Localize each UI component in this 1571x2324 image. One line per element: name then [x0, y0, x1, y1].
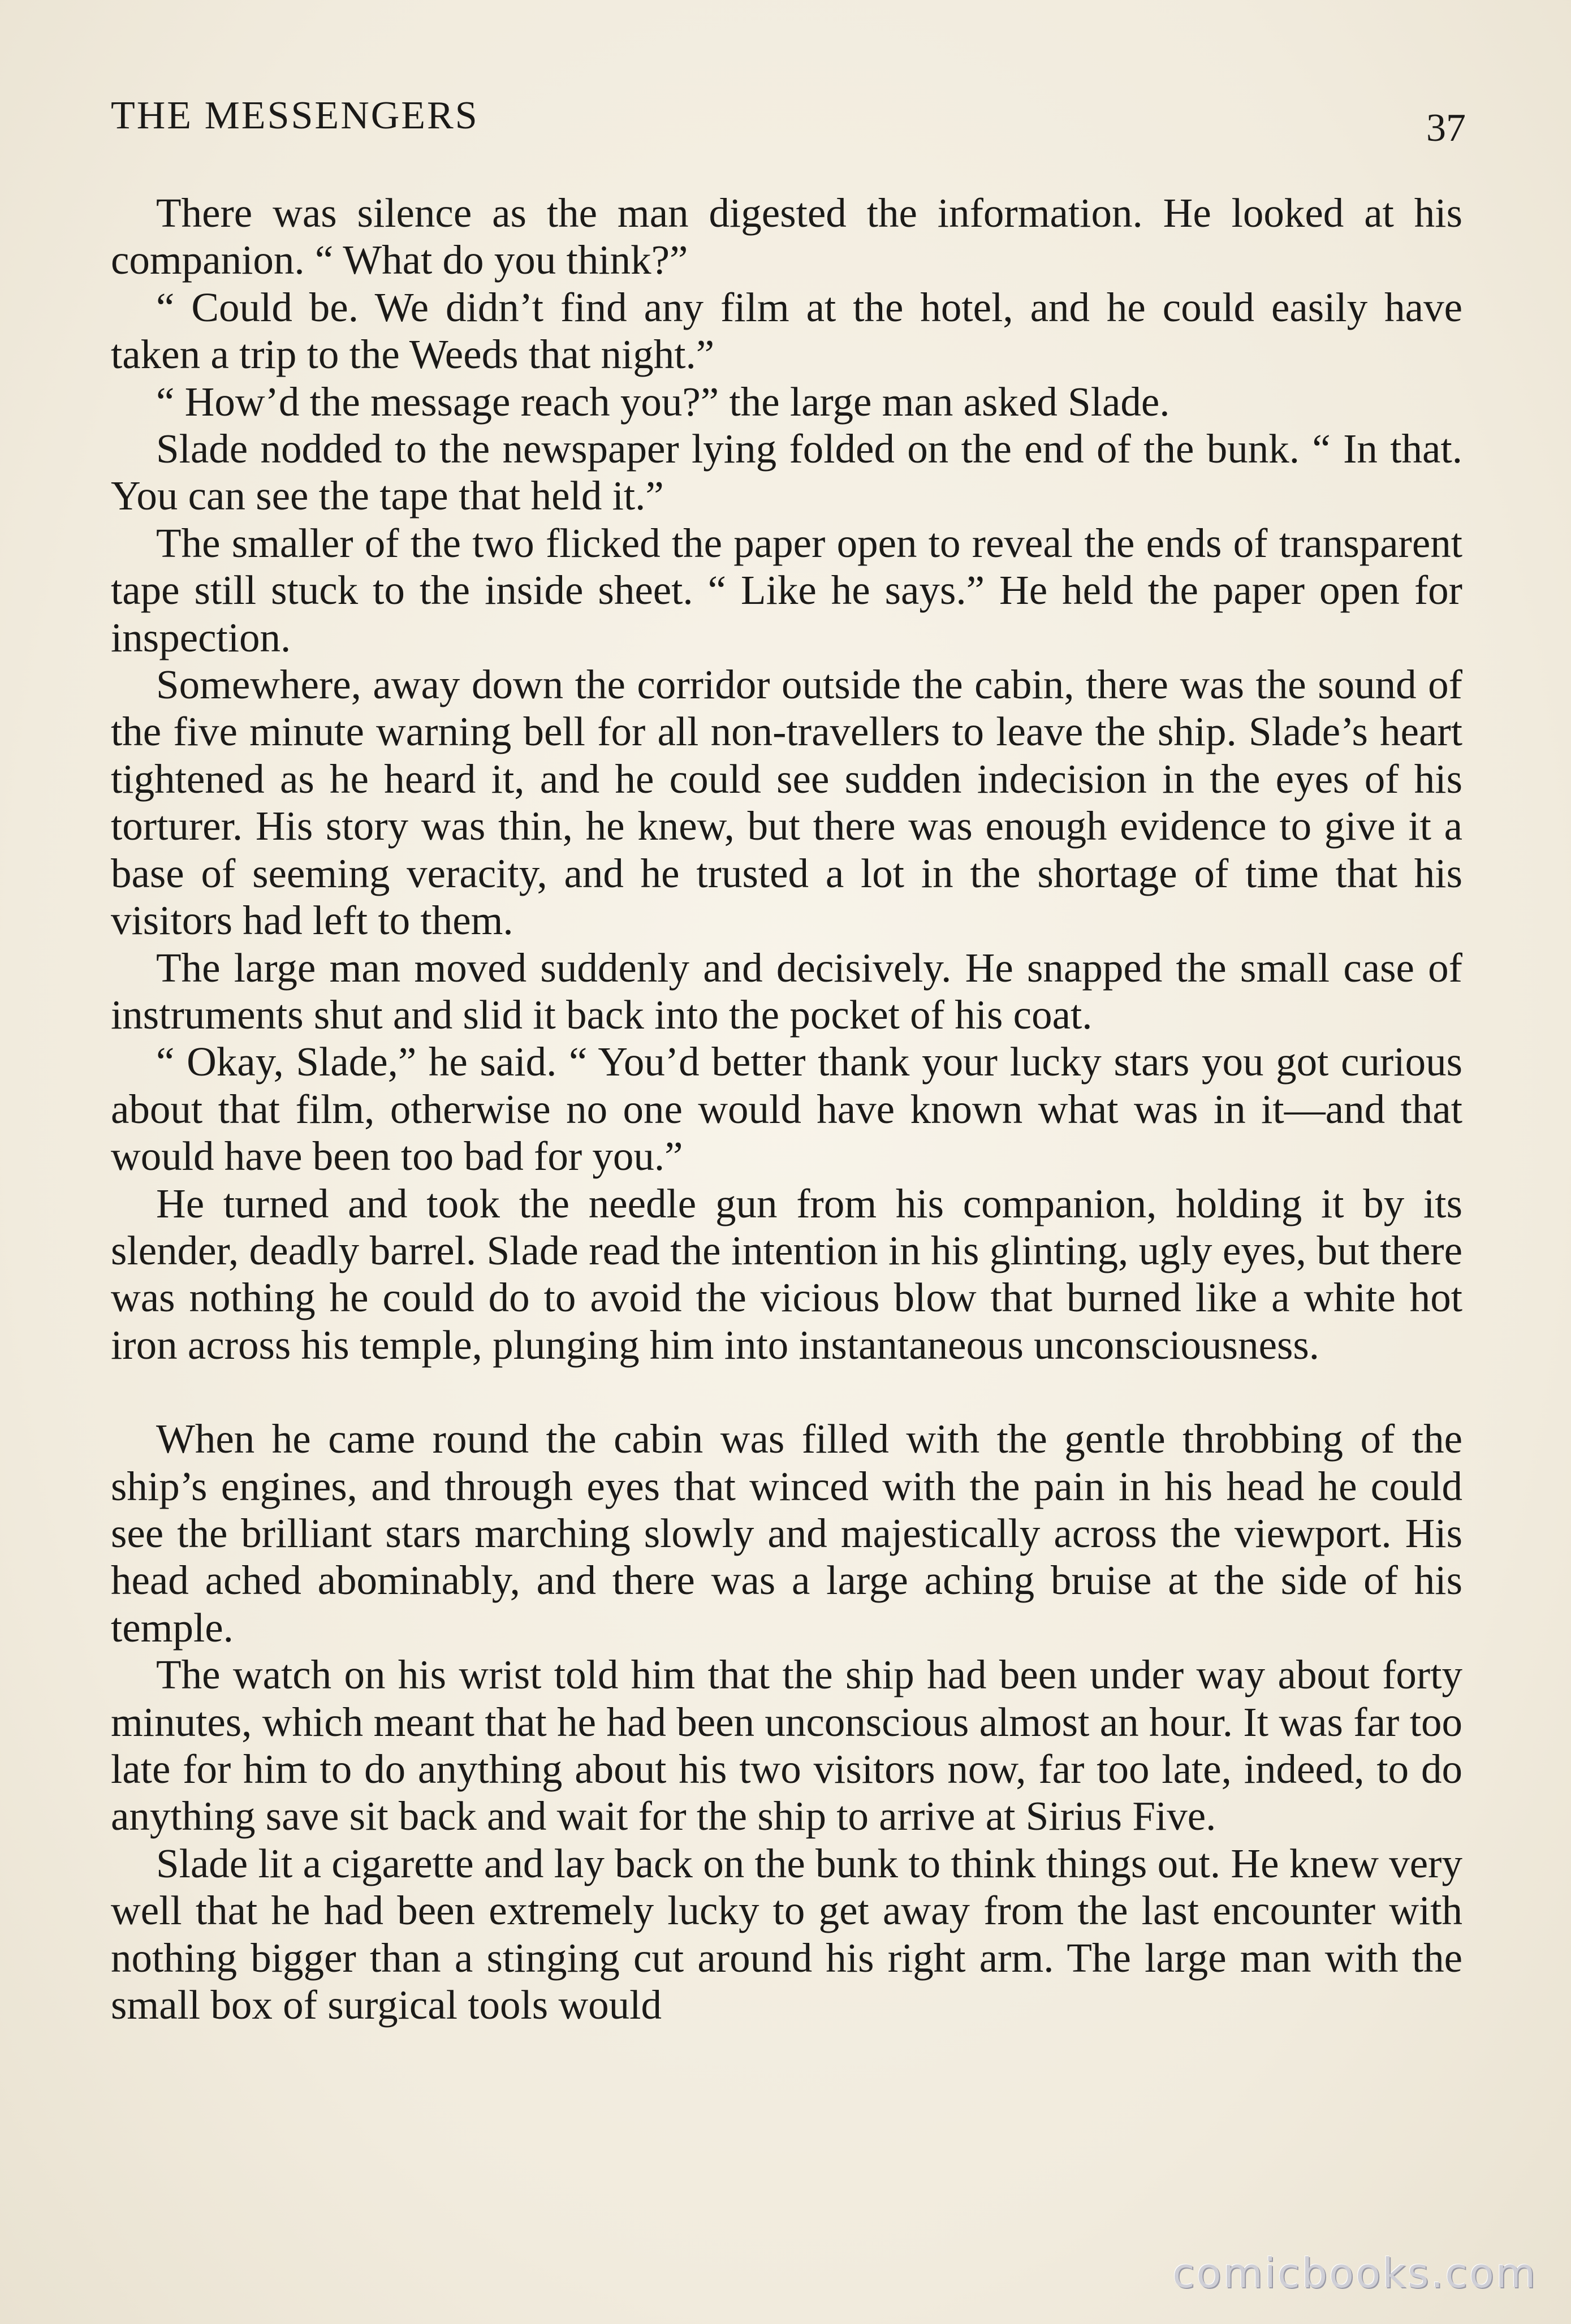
paragraph: When he came round the cabin was filled with the gentle throbbing of the ship’s engines, and through eyes that winced with the pain in his head he could see the brilliant stars marching slowly and majestically across the viewport. His head ached abominably, and there was a large aching bruise at the side of his temple.: [111, 1416, 1462, 1651]
paragraph: The smaller of the two flicked the paper open to reveal the ends of transparent tape still stuck to the inside sheet. “ Like he says.” He held the paper open for inspection.: [111, 520, 1462, 660]
paragraph: “ How’d the message reach you?” the large man asked Slade.: [156, 378, 1170, 425]
paragraph: The large man moved suddenly and decisively. He snapped the small case of instruments shut and slid it back into the pocket of his coat.: [111, 944, 1462, 1038]
page-number: 37: [1426, 106, 1466, 150]
paragraph: Slade nodded to the newspaper lying folded on the end of the bunk. “ In that. You can see the tape that held it.”: [111, 426, 1462, 519]
watermark: comicbooks.com: [1172, 2249, 1537, 2297]
body-text: [111, 189, 1462, 2028]
paragraph: He turned and took the needle gun from his companion, holding it by its slender, deadly barrel. Slade read the intention in his glinting, ugly eyes, but there was nothing he could do to avoid the vicious blow that burned like a white hot iron across his temple, plunging him into instantaneous unconsciousness.: [111, 1180, 1462, 1368]
paragraph: Slade lit a cigarette and lay back on the bunk to think things out. He knew very well that he had been extremely lucky to get away from the last encounter with nothing bigger than a stinging cut around his right arm. The large man with the small box of surgical tools would: [111, 1840, 1462, 2028]
paragraph: “ Okay, Slade,” he said. “ You’d better thank your lucky stars you got curious about that film, otherwise no one would have known what was in it—and that would have been too bad for you.”: [111, 1039, 1462, 1180]
paragraph: There was silence as the man digested the information. He looked at his companion. “ What do you think?”: [111, 190, 1462, 283]
running-head: THE MESSENGERS: [111, 94, 479, 137]
paragraph: Somewhere, away down the corridor outside the cabin, there was the sound of the five minute warning bell for all non-travellers to leave the ship. Slade’s heart tightened as he heard it, and he could see sudden indecision in the eyes of his torturer. His story was thin, he knew, but there was enough evidence to give it a base of seeming veracity, and he trusted a lot in the shortage of time that his visitors had left to them.: [111, 662, 1462, 944]
paragraph: The watch on his wrist told him that the ship had been under way about forty minutes, which meant that he had been unconscious almost an hour. It was far too late for him to do anything about his two visitors now, far too late, indeed, to do anything save sit back and wait for the ship to arrive at Sirius Five.: [111, 1652, 1462, 1839]
paragraph: “ Could be. We didn’t find any film at the hotel, and he could easily have taken a trip to the Weeds that night.”: [111, 284, 1462, 378]
